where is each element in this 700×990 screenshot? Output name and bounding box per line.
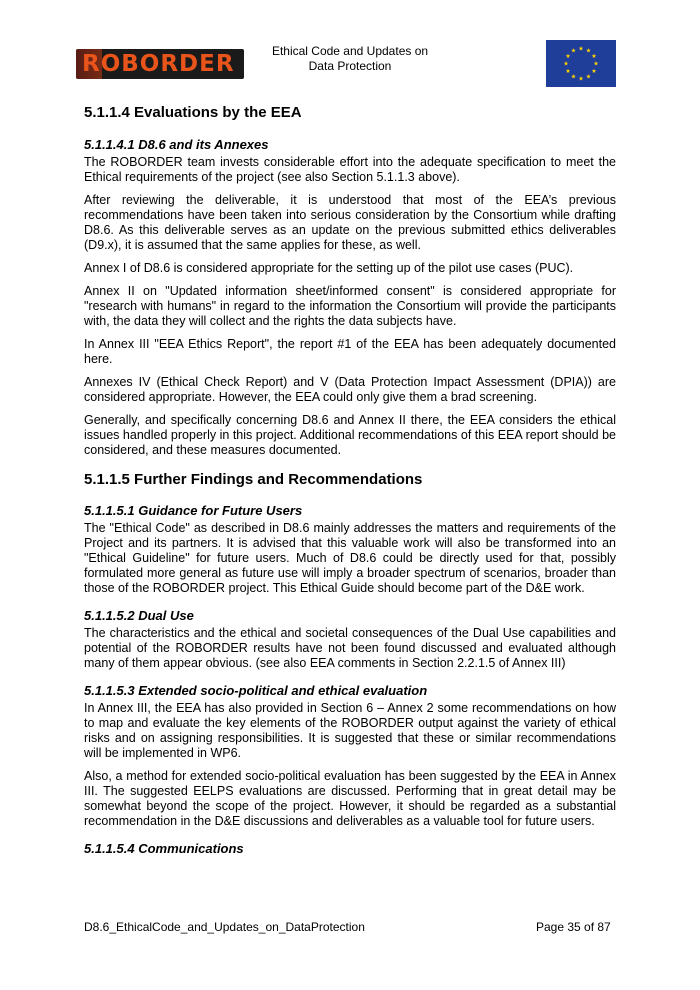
eu-stars: [546, 40, 616, 87]
heading-5-1-1-5-3: 5.1.1.5.3 Extended socio-political and ethical evaluation: [84, 683, 428, 698]
eu-star: [571, 74, 576, 78]
main-content: [84, 100, 616, 857]
heading-5-1-1-4: 5.1.1.4 Evaluations by the EEA: [84, 104, 302, 121]
eu-star: [592, 69, 597, 73]
heading-5-1-1-5-1: 5.1.1.5.1 Guidance for Future Users: [84, 503, 303, 518]
paragraph-8: The "Ethical Code" as described in D8.6 mainly addresses the matters and requirements of the Project and its partners. It is advised that this valuable work will also be transformed into an "Ethical Guideline" for future users. Much of D8.6 could be directly used for that, possibly formulated more general as future use will imply a broader spectrum of scenarios, broader than those of the ROBORDER project. This Ethical Guide should become part of the D&E work.: [84, 521, 616, 595]
paragraph-4: Annex II on "Updated information sheet/informed consent" is considered appropriate for "research with humans" in regard to the information the Consortium will provide the participants with, the data they will collect and the rights the data subjects have.: [84, 284, 616, 328]
heading-5-1-1-5-4: 5.1.1.5.4 Communications: [84, 841, 244, 856]
paragraph-9: The characteristics and the ethical and societal consequences of the Dual Use capabilities and potential of the ROBORDER results have not been found discussed and evaluated although many of them appear obvious. (see also EEA comments in Section 2.2.1.5 of Annex III): [84, 626, 616, 670]
heading-5-1-1-5-2: 5.1.1.5.2 Dual Use: [84, 608, 194, 623]
eu-star: [566, 69, 571, 73]
paragraph-1: The ROBORDER team invests considerable effort into the adequate specification to meet the Ethical requirements of the project (see also Section 5.1.1.3 above).: [84, 155, 616, 184]
eu-star: [579, 46, 584, 50]
eu-star: [564, 61, 569, 65]
paragraph-11: Also, a method for extended socio-political evaluation has been suggested by the EEA in Annex III. The suggested EELPS evaluations are discussed. Performing that in great detail may be somewhat beyond the scope of the project. However, it should be regarded as a substantial recommendation in the D&E discussions and deliverables as a valuable tool for future users.: [84, 769, 616, 828]
paragraph-7: Generally, and specifically concerning D8.6 and Annex II there, the EEA considers the ethical issues handled properly in this project. Additional recommendations of this EEA report should be considered, and these measures documented.: [84, 413, 616, 457]
eu-star: [586, 48, 591, 52]
roborder-logo: [76, 49, 244, 79]
header-title-line1: Ethical Code and Updates on: [271, 44, 429, 58]
logo-text: ROBORDER: [82, 51, 235, 77]
header-title-line2: Data Protection: [308, 59, 392, 73]
footer-page-number: Page 35 of 87: [536, 920, 611, 934]
page-header: [0, 0, 700, 95]
paragraph-3: Annex I of D8.6 is considered appropriate for the setting up of the pilot use cases (PUC).: [84, 261, 574, 275]
eu-star: [566, 54, 571, 58]
eu-star: [571, 48, 576, 52]
heading-5-1-1-5: 5.1.1.5 Further Findings and Recommendations: [84, 471, 423, 488]
eu-star: [592, 54, 597, 58]
paragraph-10: In Annex III, the EEA has also provided in Section 6 – Annex 2 some recommendations on how to map and evaluate the key elements of the ROBORDER output against the variety of ethical risks and on assigning responsibilities. It is suggested that these or similar recommendations will be implemented in WP6.: [84, 701, 616, 760]
paragraph-6: Annexes IV (Ethical Check Report) and V (Data Protection Impact Assessment (DPIA)) are considered appropriate. However, the EEA could only give them a brad screening.: [84, 375, 616, 404]
footer-doc-name: D8.6_EthicalCode_and_Updates_on_DataProtection: [84, 920, 365, 934]
eu-star: [586, 74, 591, 78]
header-title: [250, 44, 450, 74]
paragraph-5: In Annex III "EEA Ethics Report", the report #1 of the EEA has been adequately documented here.: [84, 337, 616, 366]
eu-star: [579, 76, 584, 80]
eu-star: [594, 61, 599, 65]
paragraph-2: After reviewing the deliverable, it is understood that most of the EEA’s previous recommendations have been taken into serious consideration by the Consortium while drafting D8.6. As this deliverable serves as an update on the previous submitted ethics deliverables (D9.x), it is assumed that the same applies for these, as well.: [84, 193, 616, 252]
heading-5-1-1-4-1: 5.1.1.4.1 D8.6 and its Annexes: [84, 137, 269, 152]
eu-flag-icon: [546, 40, 616, 87]
